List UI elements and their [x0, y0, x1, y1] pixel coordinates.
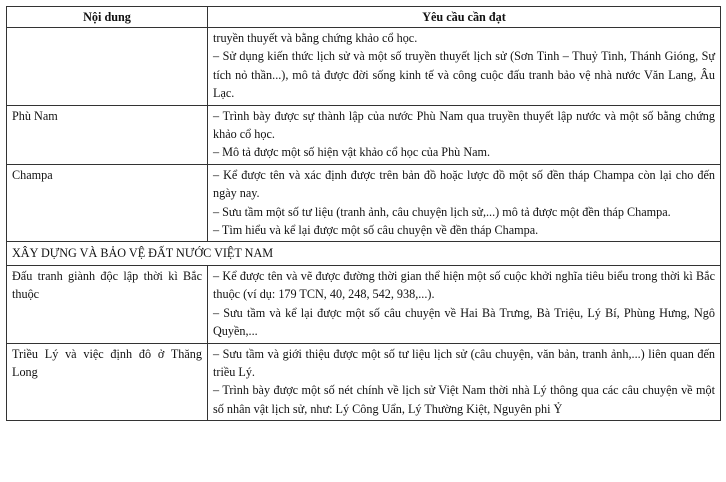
topic-cell: [7, 343, 208, 421]
topic-text: Đấu tranh giành độc lập thời kì Bắc thuộc: [12, 268, 202, 302]
requirements-cell: [208, 105, 721, 164]
header-requirements: Yêu cầu cần đạt: [208, 7, 721, 28]
table-row: [7, 105, 721, 164]
topic-cell: Phù Nam: [7, 105, 208, 164]
table-row: [7, 265, 721, 343]
requirement-item: – Mô tả được một số hiện vật khảo cổ học của Phù Nam.: [213, 145, 491, 160]
requirement-item: – Kể được tên và xác định được trên bản đồ hoặc lược đồ một số đền tháp Champa còn lại cho đến ngày nay.: [213, 167, 715, 201]
requirement-item: – Trình bày được một số nét chính về lịch sử Việt Nam thời nhà Lý thông qua các câu chuyện về một số nhân vật lịch sử, như: Lý Công Uẩn, Lý Thường Kiệt, Nguyên phi Ỷ: [213, 383, 715, 416]
table-row: [7, 343, 721, 421]
requirements-cell: [208, 265, 721, 343]
requirement-item: – Sử dụng kiến thức lịch sử và một số truyền thuyết lịch sử (Sơn Tinh – Thuỷ Tinh, Thánh Gióng, Sự tích nỏ thần...), mô tả được đời sống kinh tế và công cuộc đấu tranh bảo vệ nhà nước Văn Lang, Âu Lạc.: [213, 49, 715, 101]
section-title: XÂY DỰNG VÀ BẢO VỆ ĐẤT NƯỚC VIỆT NAM: [7, 242, 721, 265]
requirements-cell: [208, 164, 721, 242]
section-row: [7, 242, 721, 265]
requirement-item: – Sưu tầm và giới thiệu được một số tư liệu lịch sử (câu chuyện, văn bản, tranh ảnh,...) liên quan đến triều Lý.: [213, 346, 715, 379]
requirement-item: – Kể được tên và vẽ được đường thời gian thể hiện một số cuộc khởi nghĩa tiêu biểu trong thời kì Bắc thuộc (ví dụ: 179 TCN, 40, 248, 542, 938,...).: [213, 268, 715, 302]
topic-text: Triều Lý và việc định đô ở Thăng Long: [12, 346, 202, 379]
topic-cell: Champa: [7, 164, 208, 242]
table-row: [7, 164, 721, 242]
requirement-item: truyền thuyết và bằng chứng khảo cổ học.: [213, 31, 418, 45]
topic-cell: [7, 265, 208, 343]
requirement-item: – Tìm hiểu và kể lại được một số câu chuyện về đền tháp Champa.: [213, 223, 539, 238]
header-content: Nội dung: [7, 7, 208, 28]
requirements-table: [6, 6, 721, 421]
table-row: [7, 28, 721, 106]
requirements-cell: [208, 343, 721, 421]
requirements-cell: [208, 28, 721, 106]
table-header-row: [7, 7, 721, 28]
requirement-item: – Trình bày được sự thành lập của nước Phù Nam qua truyền thuyết lập nước và một số bằng chứng khảo cổ học.: [213, 108, 715, 142]
topic-cell: [7, 28, 208, 106]
requirement-item: – Sưu tầm một số tư liệu (tranh ảnh, câu chuyện lịch sử,...) mô tả được một đền tháp Champa.: [213, 204, 671, 219]
requirement-item: – Sưu tầm và kể lại được một số câu chuyện về Hai Bà Trưng, Bà Triệu, Lý Bí, Phùng Hưng, Ngô Quyền,...: [213, 305, 715, 339]
